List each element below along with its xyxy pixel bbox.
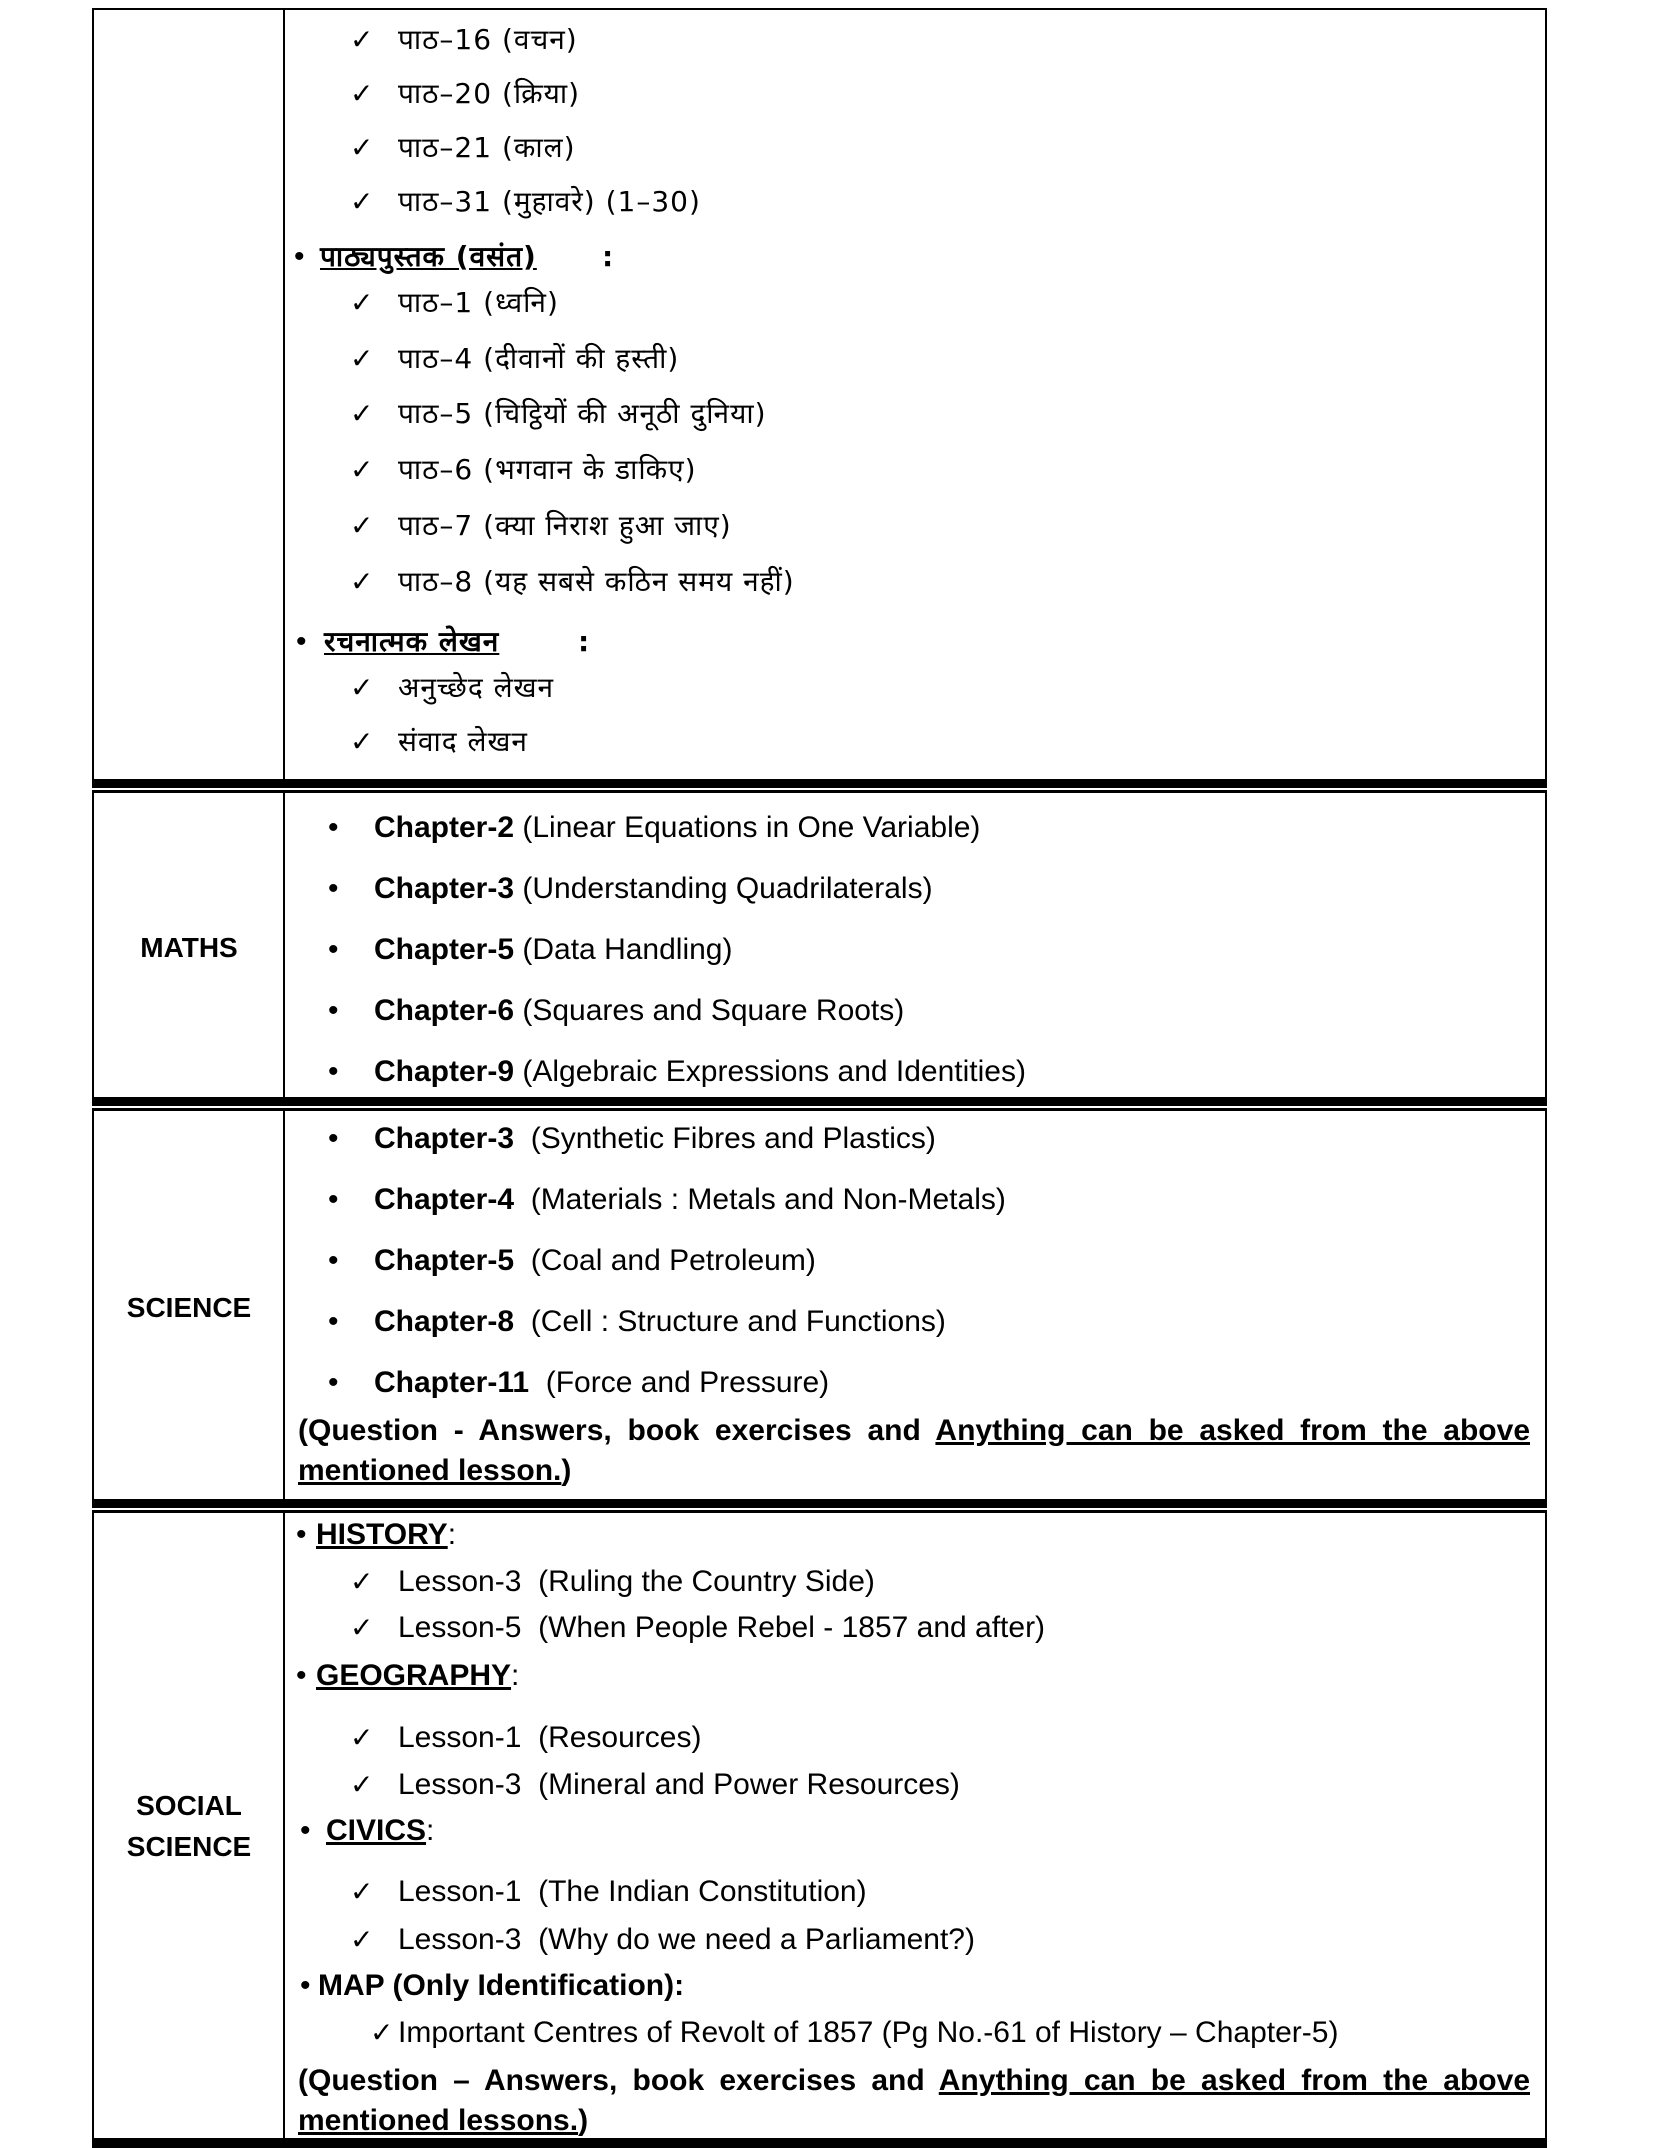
heading-colon: :: [511, 1659, 520, 1692]
check-icon: ✓: [350, 671, 374, 704]
bullet-icon: •: [328, 933, 339, 966]
chapter-number: Chapter-5: [374, 933, 515, 966]
map-heading: MAP (Only Identification):: [318, 1969, 685, 2002]
subject-label-maths: MATHS: [140, 932, 238, 963]
science-chapter: [374, 1363, 829, 1403]
bullet-icon: •: [296, 1659, 307, 1692]
row-separator-science-social: [92, 1499, 1547, 1513]
chapter-title: (Understanding Quadrilaterals): [522, 872, 933, 905]
bullet-icon: •: [328, 811, 339, 844]
geography-item: Lesson-3 (Mineral and Power Resources): [398, 1768, 960, 1801]
check-icon: ✓: [350, 509, 374, 542]
check-icon: ✓: [350, 453, 374, 486]
hindi-grammar-item: पाठ–21 (काल): [398, 131, 576, 164]
note-emphasis: Anything can be asked from the above mentioned lessons.: [298, 2064, 1530, 2137]
row-separator-maths-science: [92, 1097, 1547, 1111]
history-heading: [316, 1515, 456, 1555]
subject-label-science: SCIENCE: [126, 1292, 252, 1323]
bullet-icon: •: [328, 1122, 339, 1155]
check-icon: ✓: [370, 2016, 394, 2049]
chapter-number: Chapter-8: [374, 1305, 515, 1338]
map-item: Important Centres of Revolt of 1857 (Pg No.-61 of History – Chapter-5): [398, 2016, 1339, 2049]
hindi-grammar-item: पाठ–20 (क्रिया): [398, 77, 581, 110]
subject-label-science-2: SCIENCE: [126, 1831, 252, 1862]
hindi-textbook-heading: पाठ्यपुस्तक (वसंत): [320, 240, 537, 273]
row-separator-hindi-maths: [92, 779, 1547, 793]
bullet-icon: •: [328, 872, 339, 905]
science-chapter: [374, 1241, 816, 1281]
social-note: [298, 2061, 1530, 2141]
chapter-number: Chapter-2: [374, 811, 515, 844]
bullet-icon: •: [296, 1518, 307, 1551]
bullet-icon: •: [328, 1366, 339, 1399]
check-icon: ✓: [350, 185, 374, 218]
chapter-title: (Materials : Metals and Non-Metals): [530, 1183, 1006, 1216]
heading-colon: :: [447, 1518, 457, 1551]
table-top-border: [92, 8, 1547, 10]
science-chapter: [374, 1302, 946, 1342]
check-icon: ✓: [350, 1565, 374, 1598]
heading-colon: :: [578, 625, 591, 658]
bullet-icon: •: [300, 1814, 311, 1847]
chapter-number: Chapter-9: [374, 1055, 515, 1088]
science-note: [298, 1411, 1530, 1491]
check-icon: ✓: [350, 23, 374, 56]
check-icon: ✓: [350, 1611, 374, 1644]
bullet-icon: •: [294, 240, 305, 273]
chapter-number: Chapter-3: [374, 1122, 515, 1155]
hindi-grammar-item: पाठ–16 (वचन): [398, 23, 578, 56]
science-chapter: [374, 1119, 936, 1159]
check-icon: ✓: [350, 725, 374, 758]
hindi-writing-item: संवाद लेखन: [398, 725, 528, 758]
bullet-icon: •: [328, 1055, 339, 1088]
maths-chapter: [374, 930, 732, 970]
maths-chapter: [374, 991, 904, 1031]
note-emphasis: Anything can be asked from the above mentioned lesson.: [298, 1414, 1530, 1487]
hindi-textbook-item: पाठ–1 (ध्वनि): [398, 286, 559, 319]
check-icon: ✓: [350, 1721, 374, 1754]
check-icon: ✓: [350, 77, 374, 110]
history-item: Lesson-3 (Ruling the Country Side): [398, 1565, 875, 1598]
check-icon: ✓: [350, 286, 374, 319]
check-icon: ✓: [350, 131, 374, 164]
geography-heading: [316, 1656, 519, 1696]
heading-colon: :: [426, 1814, 435, 1847]
chapter-number: Chapter-6: [374, 994, 515, 1027]
chapter-number: Chapter-5: [374, 1244, 515, 1277]
check-icon: ✓: [350, 342, 374, 375]
science-chapter: [374, 1180, 1006, 1220]
bullet-icon: •: [328, 1183, 339, 1216]
chapter-title: (Algebraic Expressions and Identities): [522, 1055, 1026, 1088]
hindi-textbook-item: पाठ–5 (चिट्ठियों की अनूठी दुनिया): [398, 397, 767, 430]
chapter-title: (Squares and Square Roots): [522, 994, 905, 1027]
bullet-icon: •: [296, 625, 307, 658]
chapter-number: Chapter-11: [374, 1366, 530, 1399]
check-icon: ✓: [350, 1768, 374, 1801]
bullet-icon: •: [328, 1244, 339, 1277]
civics-heading: [326, 1811, 434, 1851]
chapter-title: (Cell : Structure and Functions): [530, 1305, 946, 1338]
geography-heading-text: GEOGRAPHY: [316, 1659, 512, 1692]
note-prefix: (Question – Answers, book exercises and: [298, 2064, 939, 2097]
history-heading-text: HISTORY: [316, 1518, 448, 1551]
geography-item: Lesson-1 (Resources): [398, 1721, 702, 1754]
note-suffix: ): [578, 2104, 589, 2137]
table-right-border: [1545, 8, 1547, 2148]
heading-colon: :: [602, 240, 615, 273]
bullet-icon: •: [328, 1305, 339, 1338]
hindi-writing-item: अनुच्छेद लेखन: [398, 671, 555, 704]
hindi-textbook-item: पाठ–8 (यह सबसे कठिन समय नहीं): [398, 565, 795, 598]
subject-label-social: SOCIAL: [136, 1790, 242, 1821]
check-icon: ✓: [350, 1923, 374, 1956]
civics-item: Lesson-1 (The Indian Constitution): [398, 1875, 867, 1908]
hindi-textbook-item: पाठ–6 (भगवान के डाकिए): [398, 453, 697, 486]
maths-chapter: [374, 808, 980, 848]
chapter-title: (Coal and Petroleum): [530, 1244, 816, 1277]
civics-item: Lesson-3 (Why do we need a Parliament?): [398, 1923, 975, 1956]
chapter-title: (Linear Equations in One Variable): [522, 811, 981, 844]
chapter-number: Chapter-4: [374, 1183, 515, 1216]
chapter-number: Chapter-3: [374, 872, 515, 905]
hindi-grammar-item: पाठ–31 (मुहावरे) (1–30): [398, 185, 701, 218]
check-icon: ✓: [350, 1875, 374, 1908]
hindi-textbook-item: पाठ–4 (दीवानों की हस्ती): [398, 342, 680, 375]
bullet-icon: •: [328, 994, 339, 1027]
maths-chapter: [374, 1052, 1026, 1092]
note-prefix: (Question - Answers, book exercises and: [298, 1414, 936, 1447]
check-icon: ✓: [350, 397, 374, 430]
maths-chapter: [374, 869, 933, 909]
civics-heading-text: CIVICS: [326, 1814, 427, 1847]
check-icon: ✓: [350, 565, 374, 598]
chapter-title: (Force and Pressure): [545, 1366, 830, 1399]
hindi-textbook-item: पाठ–7 (क्या निराश हुआ जाए): [398, 509, 732, 542]
chapter-title: (Synthetic Fibres and Plastics): [530, 1122, 936, 1155]
chapter-title: (Data Handling): [522, 933, 733, 966]
note-suffix: ): [561, 1454, 572, 1487]
bullet-icon: •: [300, 1969, 311, 2002]
hindi-writing-heading: रचनात्मक लेखन: [324, 625, 500, 658]
history-item: Lesson-5 (When People Rebel - 1857 and after): [398, 1611, 1046, 1644]
